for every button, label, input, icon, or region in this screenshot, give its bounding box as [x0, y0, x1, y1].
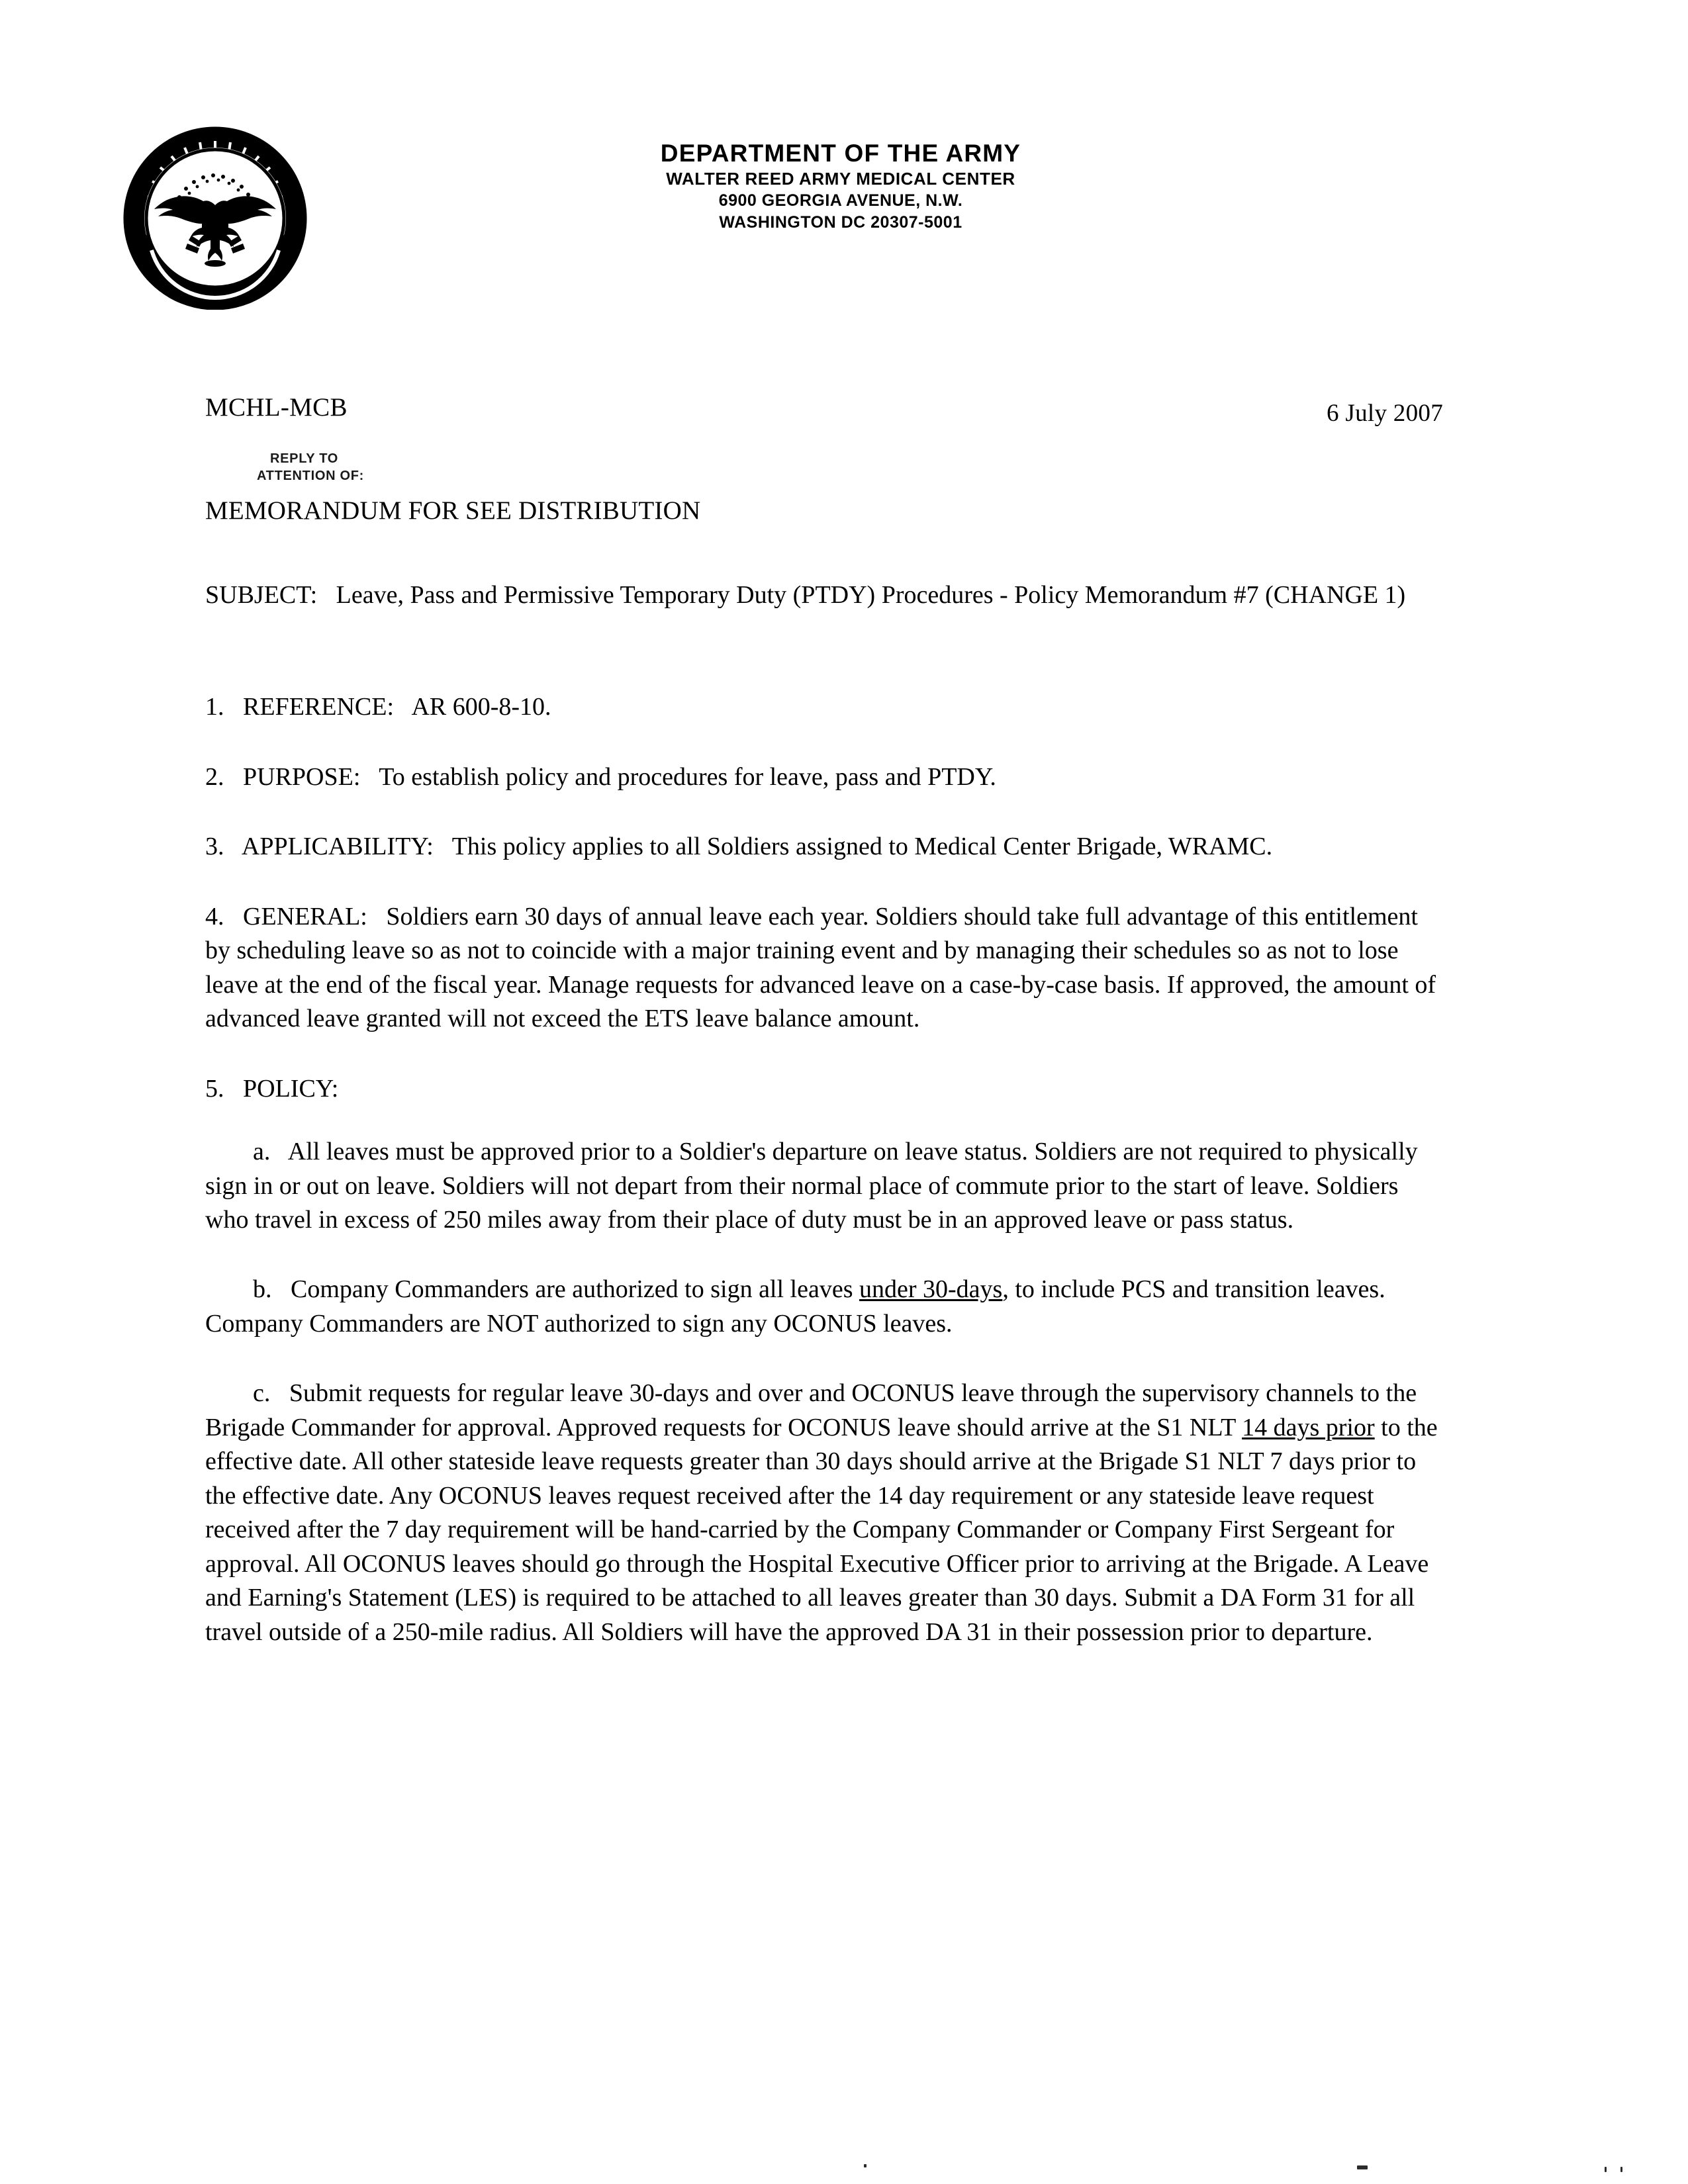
office-symbol-date-row	[205, 390, 1443, 430]
subparagraph-policy-c	[205, 1377, 1443, 1649]
scan-speck	[1357, 2165, 1368, 2169]
subparagraph-text-part2: , to include PCS and transition leaves. Company Commanders are NOT authorized to sign any OCONUS leaves.	[205, 1275, 1385, 1338]
memorandum-for-line: MEMORANDUM FOR SEE DISTRIBUTION	[205, 496, 701, 525]
paragraph-number: 5.	[205, 1074, 224, 1103]
paragraph-text: This policy applies to all Soldiers assigned to Medical Center Brigade, WRAMC.	[451, 833, 1273, 861]
scan-speck	[1605, 2167, 1607, 2172]
memo-date: 6 July 2007	[1327, 400, 1443, 427]
underlined-under-30-days: under 30-days	[859, 1275, 1003, 1304]
paragraph-heading: GENERAL:	[243, 902, 367, 931]
subparagraph-text: All leaves must be approved prior to a Soldier's departure on leave status. Soldiers are not required to physically sign in or out on leave. Soldiers will not depart from their normal place of commute prior to the start of leave. Soldiers who travel in excess of 250 miles away from their place of duty must be in an approved leave or pass status.	[205, 1138, 1418, 1234]
reply-to-line-1: REPLY TO	[270, 451, 339, 466]
memo-body	[205, 390, 1443, 1685]
paragraph-number: 4.	[205, 902, 224, 931]
paragraph-general	[205, 900, 1443, 1036]
subparagraph-text-part1: Submit requests for regular leave 30-days and over and OCONUS leave through the supervisory channels to the Brigade Commander for approval. Approved requests for OCONUS leave should arrive at the S1 NLT	[205, 1379, 1417, 1441]
city-state-zip: WASHINGTON DC 20307-5001	[719, 212, 962, 232]
underlined-14-days-prior: 14 days prior	[1242, 1413, 1375, 1441]
paragraph-heading: REFERENCE:	[243, 693, 395, 721]
paragraph-purpose	[205, 760, 1443, 794]
scan-speck	[1620, 2167, 1622, 2172]
paragraph-number: 1.	[205, 693, 224, 721]
paragraph-applicability	[205, 830, 1443, 864]
paragraph-text: To establish policy and procedures for leave, pass and PTDY.	[379, 762, 996, 791]
paragraph-text: Soldiers earn 30 days of annual leave each year. Soldiers should take full advantage of this entitlement by scheduling leave so as not to coincide with a major training event and by managing their schedules so as not to lose leave at the end of the fiscal year. Manage requests for advanced leave on a case-by-case basis. If approved, the amount of advanced leave granted will not exceed the ETS leave balance amount.	[205, 902, 1436, 1033]
subject-line	[205, 578, 1443, 612]
dod-seal	[122, 124, 308, 310]
street-address: 6900 GEORGIA AVENUE, N.W.	[718, 191, 963, 210]
paragraph-number: 3.	[205, 833, 224, 861]
subparagraph-policy-b	[205, 1273, 1443, 1341]
office-symbol: MCHL-MCB	[205, 393, 348, 422]
paragraph-heading: APPLICABILITY:	[241, 833, 434, 861]
paragraph-reference	[205, 690, 1443, 724]
subparagraph-text-part2: to the effective date. All other stateside leave requests greater than 30 days should arrive at the Brigade S1 NLT 7 days prior to the effective date. Any OCONUS leaves request received after the 14 day requirement or any stateside leave request received after the 7 day requirement will be hand-carried by the Company Commander or Company First Sergeant for approval. All OCONUS leaves should go through the Hospital Executive Officer prior to arriving at the Brigade. A Leave and Earning's Statement (LES) is required to be attached to all leaves greater than 30 days. Submit a DA Form 31 for all travel outside of a 250-mile radius. All Soldiers will have the approved DA 31 in their possession prior to departure.	[205, 1413, 1438, 1646]
paragraph-policy	[205, 1072, 1443, 1106]
subparagraph-letter: b.	[253, 1275, 272, 1304]
paragraph-number: 2.	[205, 762, 224, 791]
agency-name: DEPARTMENT OF THE ARMY	[660, 140, 1021, 167]
subject-label: SUBJECT:	[205, 580, 318, 609]
agency-header	[503, 139, 1178, 233]
scan-speck	[864, 2164, 867, 2167]
subparagraph-policy-a	[205, 1135, 1443, 1237]
subject-text: Leave, Pass and Permissive Temporary Duty (PTDY) Procedures - Policy Memorandum #7 (CHANGE 1)	[336, 580, 1406, 609]
installation-name: WALTER REED ARMY MEDICAL CENTER	[666, 168, 1015, 189]
reply-to-line-2: ATTENTION OF:	[257, 469, 365, 483]
subparagraph-letter: a.	[253, 1138, 271, 1166]
paragraph-heading: POLICY:	[243, 1074, 339, 1103]
paragraph-text: AR 600-8-10.	[411, 693, 551, 721]
subparagraph-text-part1: Company Commanders are authorized to sign all leaves	[291, 1275, 859, 1304]
paragraph-heading: PURPOSE:	[243, 762, 361, 791]
subparagraph-letter: c.	[253, 1379, 271, 1408]
